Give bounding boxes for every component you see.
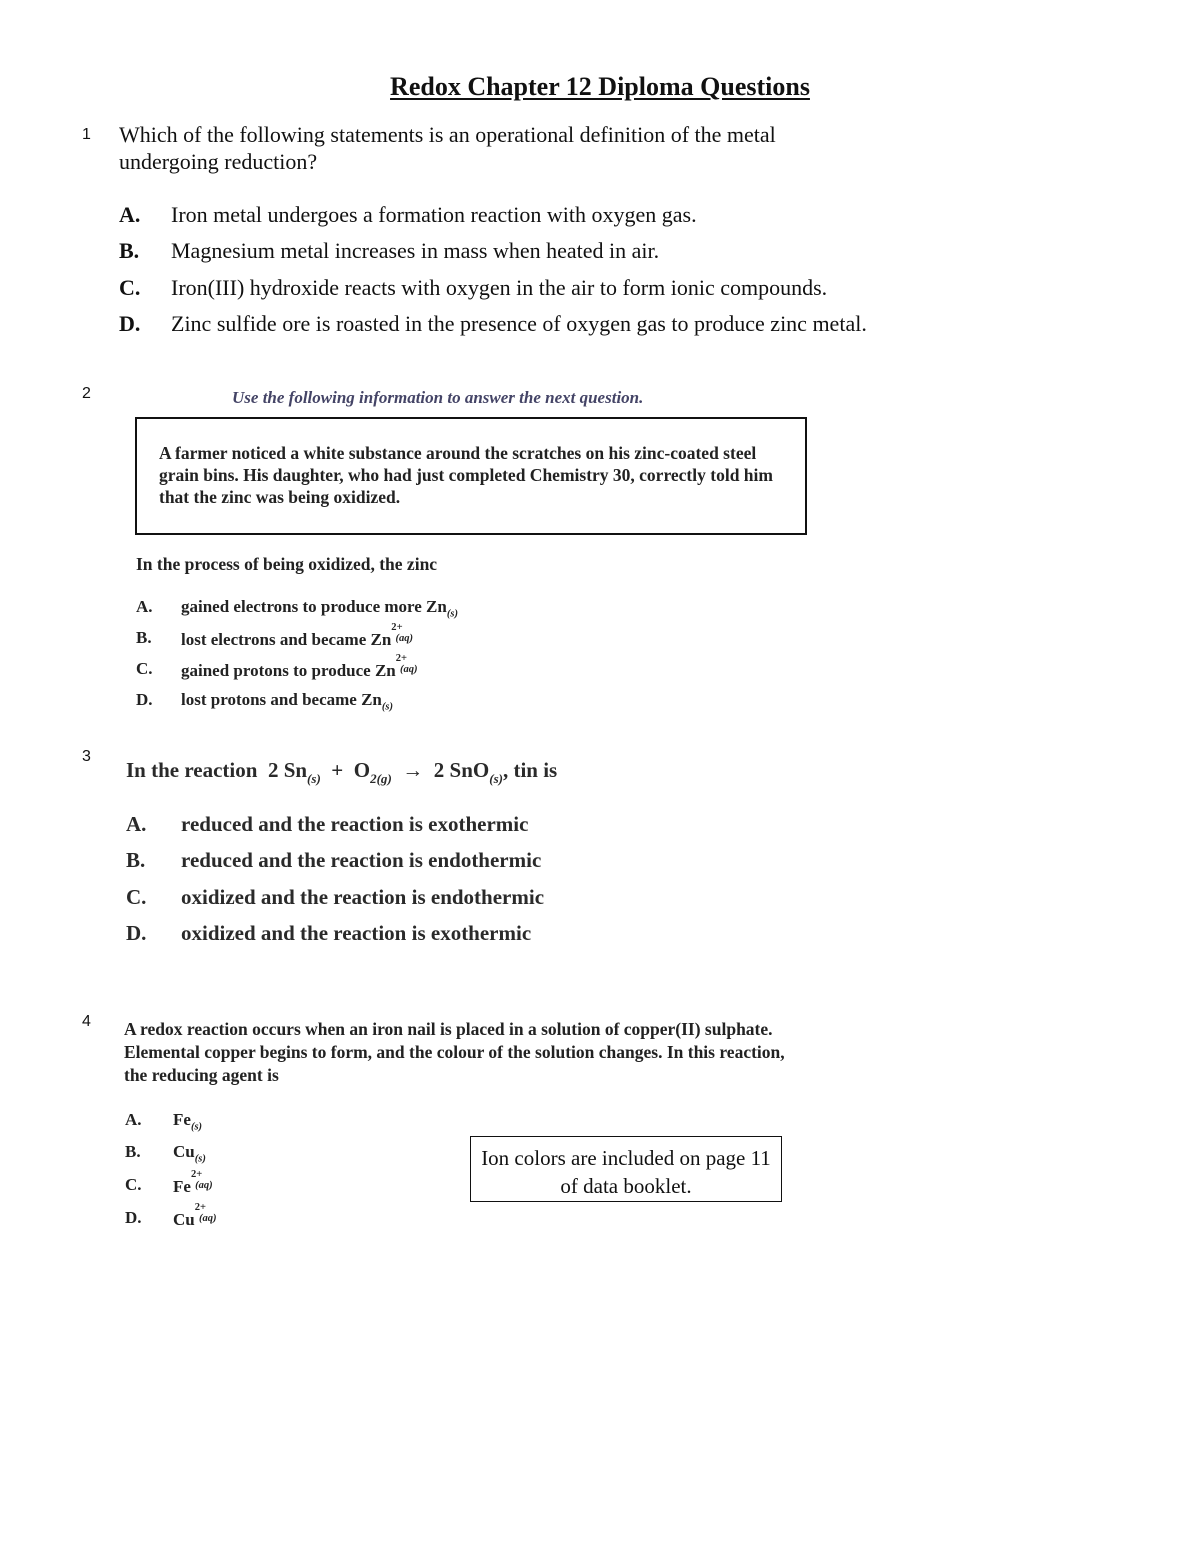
question-2-option-b [136, 622, 636, 652]
option-text: reduced and the reaction is endothermic [181, 848, 542, 872]
question-3-option-b [126, 848, 626, 876]
option-letter: C. [136, 659, 153, 678]
information-box [135, 417, 807, 535]
question-4-number: 4 [82, 1013, 91, 1030]
option-letter: A. [126, 812, 147, 836]
reaction-equation: 2 $Sn_{(s)} + O_{2(g)} \to 2$ SnO$_{(s)}$ [267, 758, 503, 786]
option-text: Fe 2+ (aq) [173, 1169, 213, 1196]
question-1-stem: Which of the following statements is an operational definition of the metal undergoing reduction? [119, 122, 776, 174]
information-text: A farmer noticed a white substance around the scratches on his zinc-coated steel grain bins. His daughter, who had just completed Chemistry 30, correctly told him that the zinc was being oxidized. [159, 443, 773, 507]
option-text: oxidized and the reaction is exothermic [181, 921, 532, 945]
question-4-stem: A redox reaction occurs when an iron nail is placed in a solution of copper(II) sulphate. Elemental copper begins to form, and the colour of the solution changes. In this reaction, the reducing agent is [124, 1019, 785, 1085]
option-text: Iron(III) hydroxide reacts with oxygen in the air to form ionic compounds. [171, 275, 828, 300]
option-letter: B. [136, 628, 152, 647]
question-1-option-b [119, 237, 899, 264]
option-letter: D. [119, 311, 141, 336]
question-3-stem: In the reaction 2 $Sn_{(s)} + O_{2(g)} \to 2$ SnO$_{(s)}$, tin is [126, 758, 558, 786]
option-text: reduced and the reaction is exothermic [181, 812, 529, 836]
question-3-option-a [126, 812, 626, 840]
question-1-number: 1 [82, 126, 91, 143]
option-letter: B. [125, 1142, 141, 1161]
option-text: gained protons to produce Zn 2+ (aq) [181, 653, 418, 680]
option-letter: A. [119, 202, 141, 227]
question-3-option-c [126, 885, 626, 913]
option-letter: B. [126, 848, 146, 872]
option-letter: D. [136, 690, 153, 709]
question-3-number: 3 [82, 748, 91, 765]
question-2-stem: In the process of being oxidized, the zinc [136, 554, 438, 574]
option-letter: A. [136, 597, 153, 616]
question-1-option-a [119, 201, 899, 228]
option-text: Iron metal undergoes a formation reaction with oxygen gas. [171, 202, 697, 227]
option-letter: D. [125, 1208, 142, 1227]
question-3-option-d [126, 921, 626, 949]
option-text: $Fe_{(s)}$ [173, 1110, 203, 1133]
question-1-option-c [119, 274, 919, 301]
option-letter: B. [119, 238, 140, 263]
use-info-instruction: Use the following information to answer the next question. [232, 388, 644, 407]
question-4-option-b [125, 1142, 325, 1166]
option-text: Zinc sulfide ore is roasted in the presence of oxygen gas to produce zinc metal. [171, 311, 867, 336]
question-4-option-c [125, 1169, 325, 1199]
option-text: lost protons and became $Zn_{(s)}$ [181, 690, 394, 713]
page-title: Redox Chapter 12 Diploma Questions [390, 72, 810, 101]
question-4-option-d [125, 1202, 325, 1232]
option-text: oxidized and the reaction is endothermic [181, 885, 545, 909]
option-text: Cu 2+ (aq) [173, 1202, 217, 1229]
question-4-option-a [125, 1110, 325, 1134]
data-booklet-note: Ion colors are included on page 11 of data booklet. [470, 1136, 782, 1202]
question-2-option-d [136, 690, 636, 714]
question-2-option-a [136, 597, 636, 621]
option-letter: C. [126, 885, 147, 909]
question-1-option-d [119, 310, 899, 364]
option-letter: A. [125, 1110, 142, 1129]
option-letter: C. [119, 275, 141, 300]
question-2-number: 2 [82, 385, 91, 402]
option-text: gained electrons to produce more $Zn_{(s)}$ [181, 597, 458, 620]
option-letter: C. [125, 1175, 142, 1194]
question-2-option-c [136, 653, 636, 683]
option-text: $Cu_{(s)}$ [173, 1142, 206, 1165]
option-text: Magnesium metal increases in mass when heated in air. [171, 238, 660, 263]
option-text: lost electrons and became Zn 2+ (aq) [181, 622, 414, 649]
option-letter: D. [126, 921, 147, 945]
